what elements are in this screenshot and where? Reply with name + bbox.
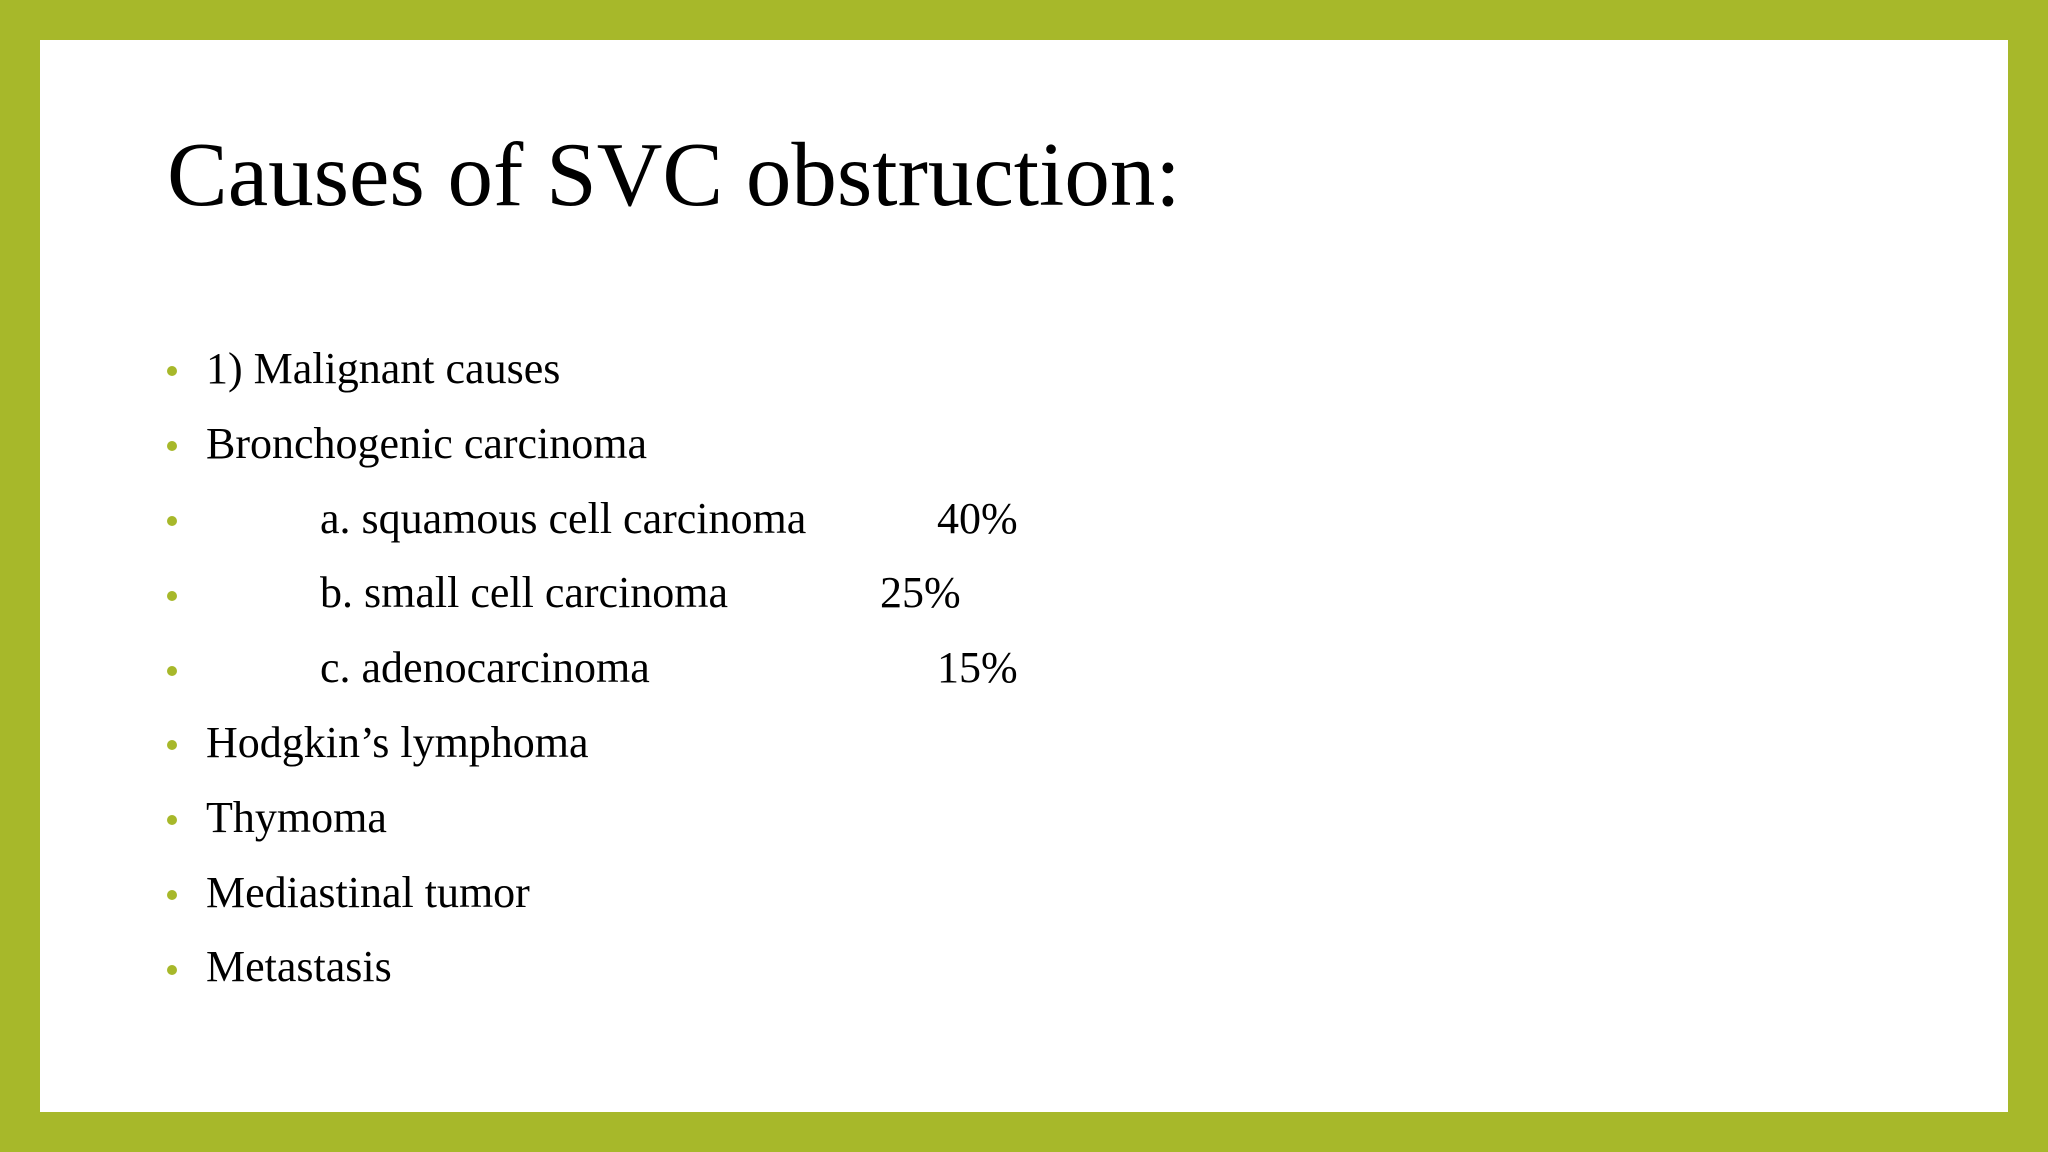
bullet-item-malignant-causes <box>167 332 1367 407</box>
bullet-dot-icon <box>167 965 177 975</box>
bullet-item-adenocarcinoma <box>167 631 1367 706</box>
bullet-dot-icon <box>167 890 177 900</box>
bullet-percentage: 15% <box>937 643 1018 693</box>
bullet-text: 1) Malignant causes <box>206 344 561 393</box>
bullet-text: b. small cell carcinoma <box>320 568 729 618</box>
bullet-text: a. squamous cell carcinoma <box>320 493 807 543</box>
bullet-dot-icon <box>167 366 177 376</box>
bullet-text: Metastasis <box>206 942 392 992</box>
bullet-item-small-cell-carcinoma <box>167 556 1367 631</box>
bullet-dot-icon <box>167 740 177 750</box>
bullet-list <box>167 332 1367 1005</box>
bullet-item-thymoma <box>167 781 1367 856</box>
slide-title: Causes of SVC obstruction: <box>167 124 1181 225</box>
bullet-item-metastasis <box>167 930 1367 1005</box>
bullet-item-mediastinal-tumor <box>167 856 1367 931</box>
bullet-dot-icon <box>167 441 177 451</box>
bullet-text: Thymoma <box>206 792 387 842</box>
bullet-item-squamous-cell-carcinoma <box>167 482 1367 557</box>
bullet-dot-icon <box>167 815 177 825</box>
bullet-percentage: 40% <box>937 493 1018 543</box>
bullet-text: Mediastinal tumor <box>206 867 530 917</box>
bullet-item-hodgkins-lymphoma <box>167 706 1367 781</box>
bullet-text: c. adenocarcinoma <box>320 643 650 693</box>
bullet-dot-icon <box>167 666 177 676</box>
bullet-dot-icon <box>167 591 177 601</box>
bullet-text: Hodgkin’s lymphoma <box>206 717 589 767</box>
bullet-percentage: 25% <box>880 568 961 618</box>
bullet-dot-icon <box>167 516 177 526</box>
bullet-item-bronchogenic-carcinoma <box>167 407 1367 482</box>
bullet-text: Bronchogenic carcinoma <box>206 418 648 468</box>
